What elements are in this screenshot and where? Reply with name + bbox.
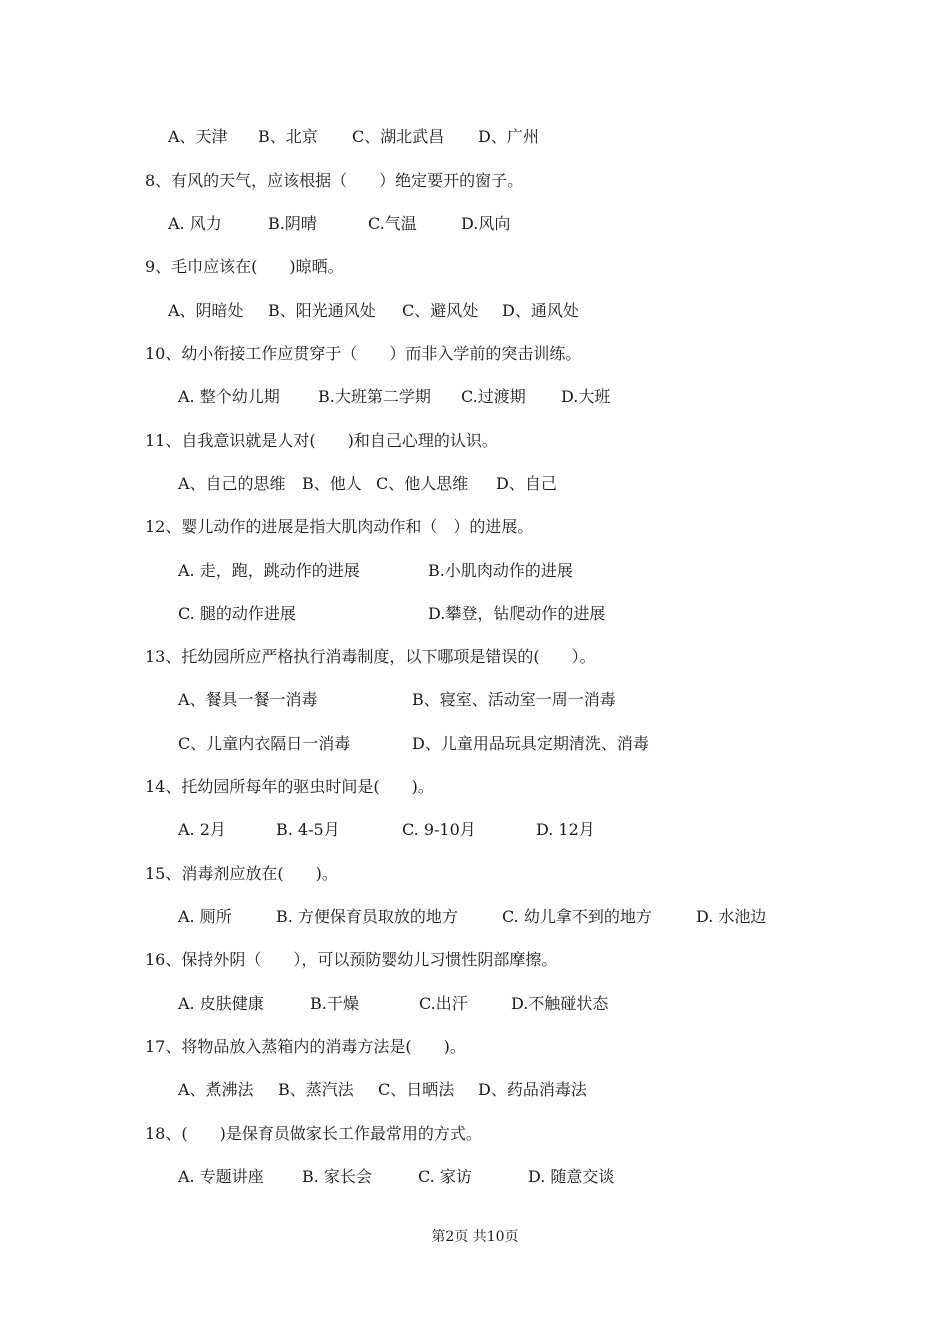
answer-option: C、避风处 (402, 301, 479, 320)
answer-option: D、儿童用品玩具定期清洗、消毒 (412, 734, 649, 753)
answer-option: B. 家长会 (302, 1167, 372, 1186)
answer-option: C、日晒法 (378, 1080, 455, 1099)
answer-option: B.干燥 (310, 994, 359, 1013)
question-text: 11、自我意识就是人对( )和自己心理的认识。 (145, 431, 498, 450)
question-text: 15、消毒剂应放在( )。 (145, 864, 338, 883)
answer-option: C. 幼儿拿不到的地方 (502, 907, 652, 926)
page-footer: 第2页 共10页 (431, 1229, 519, 1245)
answer-option: D.攀登，钻爬动作的进展 (428, 604, 606, 623)
question-text: 14、托幼园所每年的驱虫时间是( )。 (145, 777, 434, 796)
answer-option: C.出汗 (419, 994, 468, 1013)
question-text: 9、毛巾应该在( )晾晒。 (145, 257, 344, 276)
answer-option: D、药品消毒法 (478, 1080, 587, 1099)
answer-option: B.小肌肉动作的进展 (428, 561, 573, 580)
question-text: 8、有风的天气，应该根据（ ）绝定要开的窗子。 (145, 171, 524, 190)
answer-option: B. 方便保育员取放的地方 (276, 907, 458, 926)
answer-option: C、儿童内衣隔日一消毒 (178, 734, 351, 753)
answer-option: A. 厕所 (178, 907, 232, 926)
answer-option: D.不触碰状态 (511, 994, 609, 1013)
answer-option: A、餐具一餐一消毒 (178, 690, 318, 709)
answer-option: B. 4-5月 (276, 820, 340, 839)
answer-option: A. 走，跑，跳动作的进展 (178, 561, 360, 580)
answer-option: A、天津 (168, 127, 228, 146)
question-text: 16、保持外阴（ ），可以预防婴幼儿习惯性阴部摩擦。 (145, 950, 558, 969)
answer-option: C、他人思维 (376, 474, 469, 493)
answer-option: C. 9-10月 (402, 820, 476, 839)
answer-option: C.过渡期 (461, 387, 526, 406)
answer-option: D、广州 (478, 127, 539, 146)
answer-option: B、蒸汽法 (278, 1080, 354, 1099)
answer-option: B、他人 (302, 474, 362, 493)
answer-option: A. 专题讲座 (178, 1167, 264, 1186)
answer-option: C. 腿的动作进展 (178, 604, 296, 623)
answer-option: D. 水池边 (696, 907, 767, 926)
answer-option: D、通风处 (502, 301, 579, 320)
answer-option: B、阳光通风处 (268, 301, 376, 320)
answer-option: C.气温 (368, 214, 417, 233)
answer-option: A. 皮肤健康 (178, 994, 264, 1013)
answer-option: A、阴暗处 (168, 301, 244, 320)
answer-option: A、自己的思维 (178, 474, 286, 493)
answer-option: D.风向 (461, 214, 511, 233)
answer-option: A、煮沸法 (178, 1080, 254, 1099)
answer-option: B.大班第二学期 (318, 387, 431, 406)
answer-option: D.大班 (561, 387, 611, 406)
answer-option: B、寝室、活动室一周一消毒 (412, 690, 616, 709)
question-text: 18、( )是保育员做家长工作最常用的方式。 (145, 1124, 482, 1143)
answer-option: A. 2月 (178, 820, 226, 839)
question-text: 12、婴儿动作的进展是指大肌肉动作和（ ）的进展。 (145, 517, 534, 536)
question-text: 17、将物品放入蒸箱内的消毒方法是( )。 (145, 1037, 466, 1056)
answer-option: C. 家访 (418, 1167, 472, 1186)
answer-option: A. 整个幼儿期 (178, 387, 280, 406)
answer-option: D. 12月 (536, 820, 595, 839)
answer-option: D、自己 (496, 474, 557, 493)
answer-option: C、湖北武昌 (352, 127, 445, 146)
question-text: 13、托幼园所应严格执行消毒制度，以下哪项是错误的( ）。 (145, 647, 596, 666)
question-text: 10、幼小衔接工作应贯穿于（ ）而非入学前的突击训练。 (145, 344, 582, 363)
answer-option: B、北京 (258, 127, 318, 146)
answer-option: D. 随意交谈 (528, 1167, 615, 1186)
answer-option: A. 风力 (168, 214, 222, 233)
answer-option: B.阴晴 (268, 214, 317, 233)
